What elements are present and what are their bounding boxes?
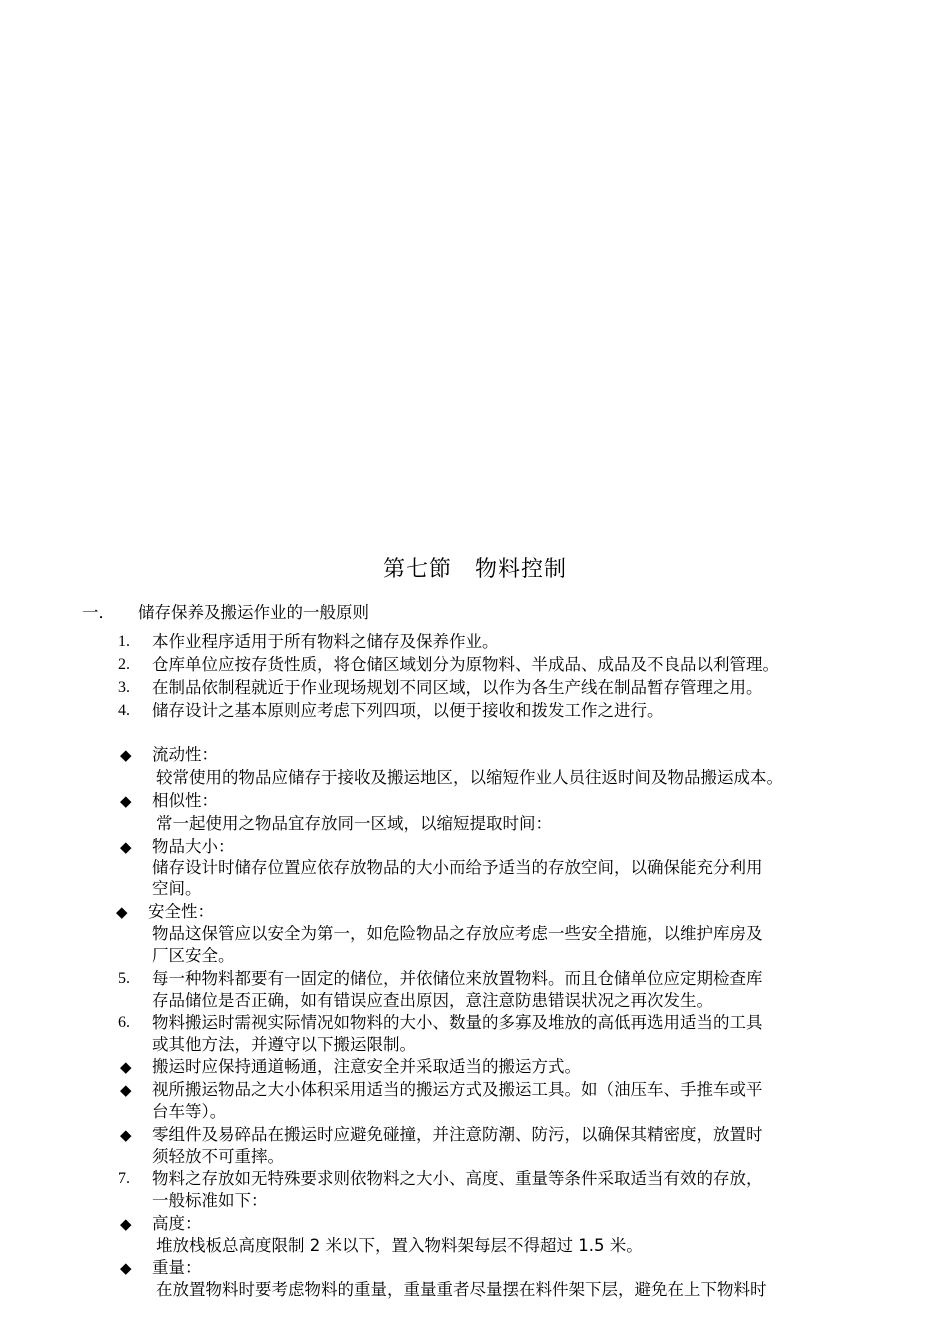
rule-text: 零组件及易碎品在搬运时应避免碰撞，并注意防潮、防污，以确保其精密度，放置时 (152, 1125, 763, 1144)
item-number: 7. (118, 1170, 130, 1187)
principle-label: 流动性： (152, 745, 218, 764)
rule-text: 台车等）。 (152, 1102, 227, 1121)
rule-text: 视所搬运物品之大小体积采用适当的搬运方式及搬运工具。如（油压车、手推车或平 (152, 1080, 763, 1099)
diamond-bullet-icon: ◆ (120, 838, 132, 856)
item-number: 4. (118, 702, 130, 719)
principle-text: 空间。 (152, 879, 202, 898)
item-text: 或其他方法，并遵守以下搬运限制。 (152, 1035, 416, 1054)
item-text: 每一种物料都要有一固定的储位，并依储位来放置物料。而且仓储单位应定期检查库 (152, 969, 763, 988)
diamond-bullet-icon: ◆ (120, 792, 132, 810)
item-number: 2. (118, 656, 130, 673)
item-text: 物料搬运时需视实际情况如物料的大小、数量的多寡及堆放的高低再选用适当的工具 (152, 1013, 763, 1032)
section-heading: 储存保养及搬运作业的一般原则 (138, 603, 369, 622)
item-text: 仓库单位应按存货性质，将仓储区域划分为原物料、半成品、成品及不良品以利管理。 (152, 655, 779, 674)
item-text: 存品储位是否正确，如有错误应查出原因，意注意防患错误状况之再次发生。 (152, 991, 713, 1010)
item-text: 一般标准如下： (152, 1191, 268, 1210)
item-text: 物料之存放如无特殊要求则依物料之大小、高度、重量等条件采取适当有效的存放， (152, 1169, 763, 1188)
principle-label: 相似性： (152, 791, 218, 810)
principle-text: 物品这保管应以安全为第一，如危险物品之存放应考虑一些安全措施，以维护库房及 (152, 924, 763, 943)
item-text: 在制品依制程就近于作业现场规划不同区域，以作为各生产线在制品暂存管理之用。 (152, 678, 763, 697)
standard-text: 堆放栈板总高度限制 2 米以下，置入物料架每层不得超过 1.5 米。 (156, 1236, 643, 1255)
item-number: 1. (118, 633, 130, 650)
principle-label: 安全性： (148, 902, 214, 921)
diamond-bullet-icon: ◆ (120, 746, 132, 764)
diamond-bullet-icon: ◆ (120, 1215, 132, 1233)
diamond-bullet-icon: ◆ (120, 1259, 132, 1277)
item-number: 5. (118, 970, 130, 987)
principle-text: 较常使用的物品应储存于接收及搬运地区，以缩短作业人员往返时间及物品搬运成本。 (156, 768, 783, 787)
principle-text: 厂区安全。 (152, 946, 235, 965)
diamond-bullet-icon: ◆ (120, 1126, 132, 1144)
section-marker: 一． (82, 603, 115, 622)
item-number: 6. (118, 1014, 130, 1031)
item-text: 储存设计之基本原则应考虑下列四项，以便于接收和拨发工作之进行。 (152, 701, 664, 720)
diamond-bullet-icon: ◆ (120, 1081, 132, 1099)
rule-text: 须轻放不可重摔。 (152, 1147, 284, 1166)
standard-label: 重量： (152, 1258, 202, 1277)
standard-text: 在放置物料时要考虑物料的重量，重量重者尽量摆在料件架下层，避免在上下物料时 (156, 1280, 767, 1299)
principle-text: 常一起使用之物品宜存放同一区域，以缩短提取时间： (156, 814, 552, 833)
item-number: 3. (118, 679, 130, 696)
rule-text: 搬运时应保持通道畅通，注意安全并采取适当的搬运方式。 (152, 1057, 581, 1076)
diamond-bullet-icon: ◆ (116, 903, 128, 921)
standard-label: 高度： (152, 1214, 202, 1233)
principle-text: 储存设计时储存位置应依存放物品的大小而给予适当的存放空间，以确保能充分利用 (152, 858, 763, 877)
item-text: 本作业程序适用于所有物料之储存及保养作业。 (152, 632, 499, 651)
page-title: 第七節 物料控制 (382, 557, 567, 582)
diamond-bullet-icon: ◆ (120, 1058, 132, 1076)
principle-label: 物品大小： (152, 837, 235, 856)
